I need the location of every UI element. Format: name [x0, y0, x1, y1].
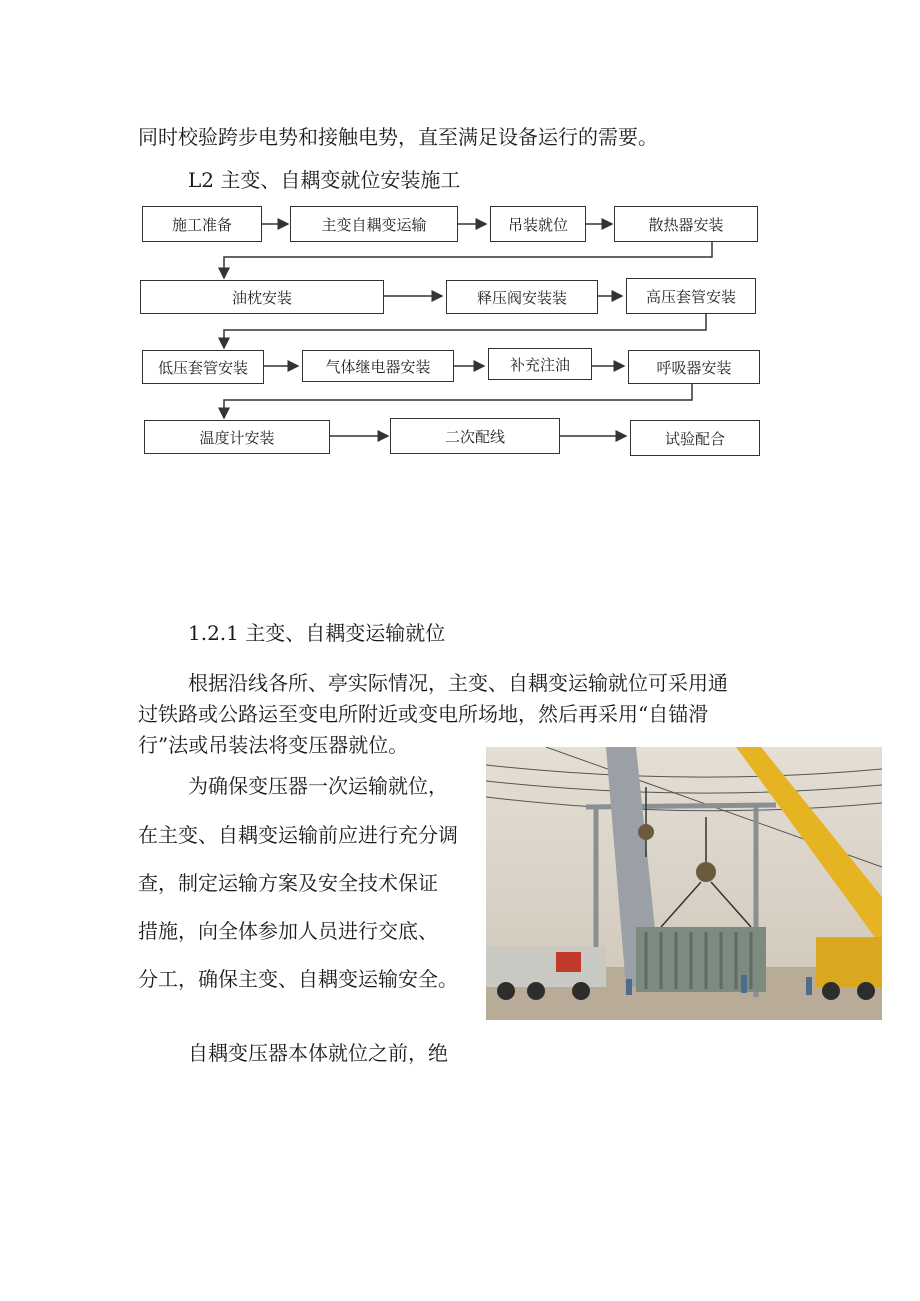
paragraph-line: 根据沿线各所、亭实际情况，主变、自耦变运输就位可采用通 — [188, 671, 728, 695]
paragraph-line: 查，制定运输方案及安全技术保证 — [138, 871, 438, 895]
paragraph-line: 过铁路或公路运至变电所附近或变电所场地，然后再采用“自锚滑 — [138, 702, 709, 726]
flow-step-testing: 试验配合 — [630, 420, 760, 456]
section-heading: L2 主变、自耦变就位安装施工 — [188, 168, 461, 192]
paragraph-line: 措施，向全体参加人员进行交底、 — [138, 919, 438, 943]
flow-step-oil-fill: 补充注油 — [488, 348, 592, 380]
flowchart-connectors — [0, 0, 920, 480]
flow-step-thermometer: 温度计安装 — [144, 420, 330, 454]
paragraph-line: 分工，确保主变、自耦变运输安全。 — [138, 967, 458, 991]
flow-step-lifting: 吊装就位 — [490, 206, 586, 242]
subheading: 1.2.1 主变、自耦变运输就位 — [188, 621, 446, 645]
crane-lifting-transformer-photo — [486, 747, 882, 1020]
flow-step-hv-bushing: 高压套管安装 — [626, 278, 756, 314]
paragraph-line: 自耦变压器本体就位之前，绝 — [188, 1041, 448, 1065]
paragraph-line: 为确保变压器一次运输就位， — [188, 774, 448, 798]
flow-step-breather: 呼吸器安装 — [628, 350, 760, 384]
flow-step-lv-bushing: 低压套管安装 — [142, 350, 264, 384]
flow-step-prep: 施工准备 — [142, 206, 262, 242]
flow-step-transport: 主变自耦变运输 — [290, 206, 458, 242]
paragraph-line: 行”法或吊装法将变压器就位。 — [138, 733, 409, 757]
flow-step-gas-relay: 气体继电器安装 — [302, 350, 454, 382]
flow-step-radiator: 散热器安装 — [614, 206, 758, 242]
flow-step-conservator: 油枕安装 — [140, 280, 384, 314]
paragraph-line: 在主变、自耦变运输前应进行充分调 — [138, 823, 458, 847]
intro-line: 同时校验跨步电势和接触电势，直至满足设备运行的需要。 — [138, 125, 658, 149]
flow-step-relief-valve: 释压阀安装装 — [446, 280, 598, 314]
flow-step-wiring: 二次配线 — [390, 418, 560, 454]
